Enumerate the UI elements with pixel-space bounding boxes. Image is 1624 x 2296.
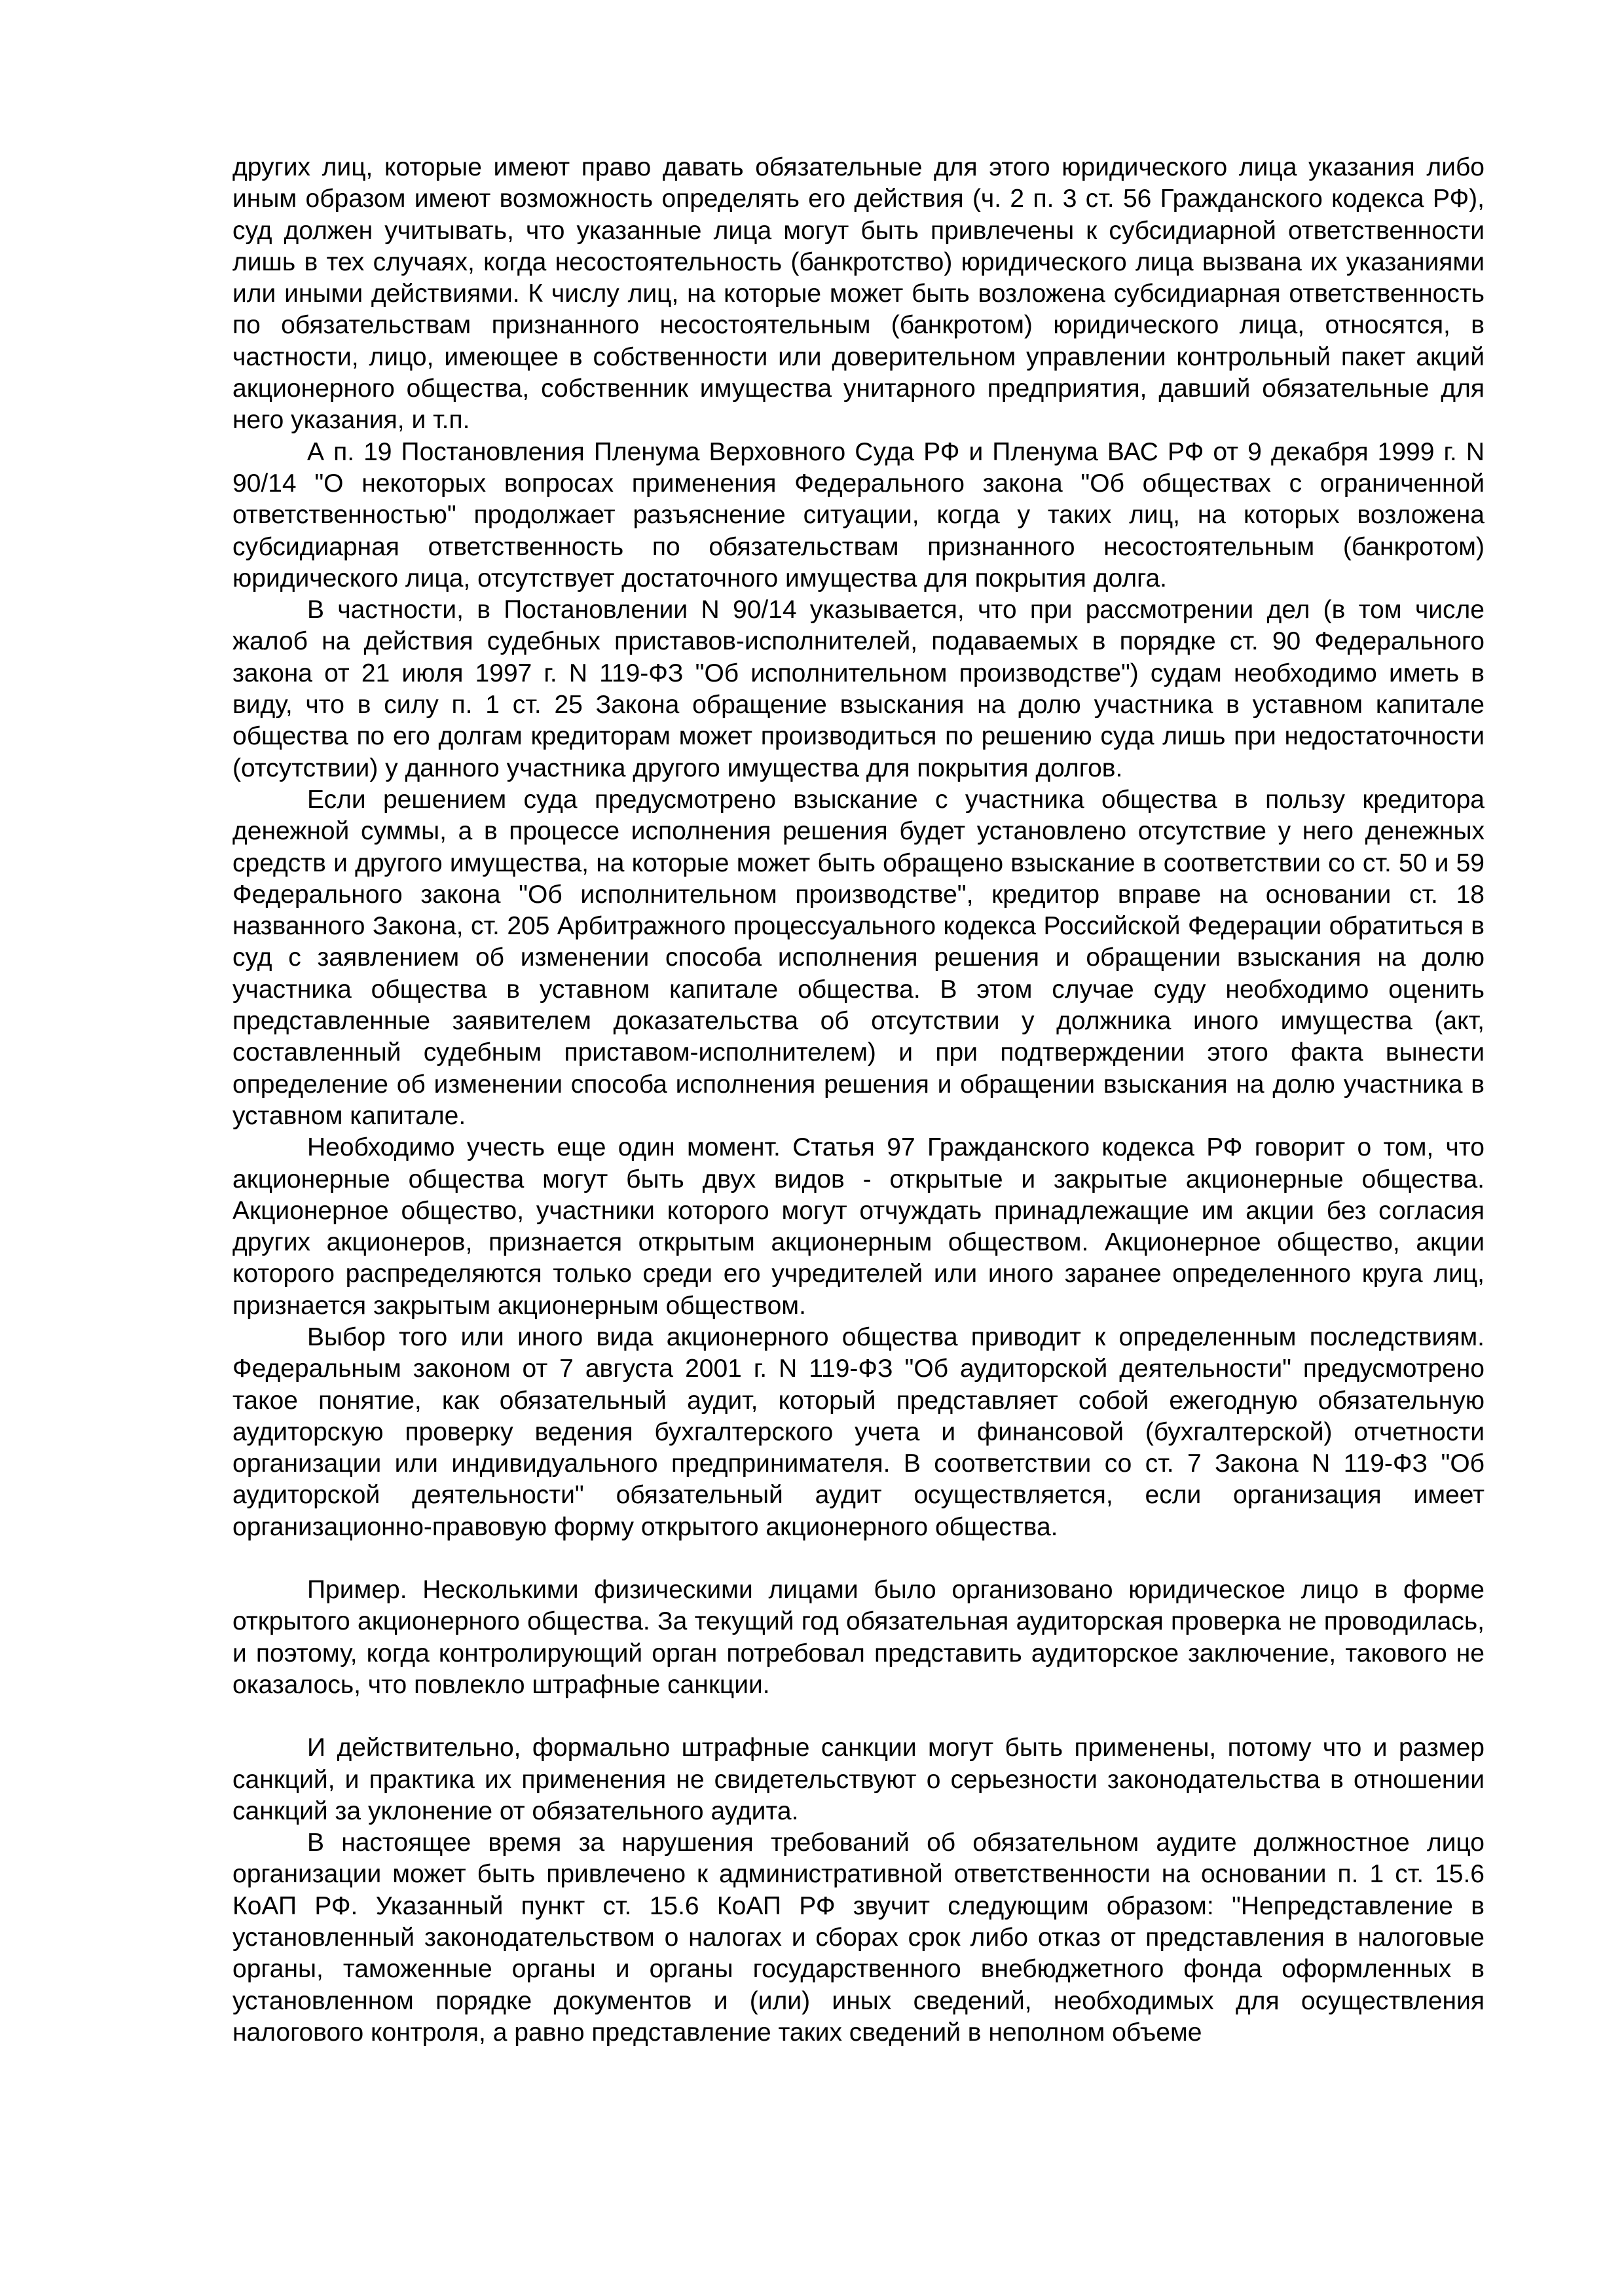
paragraph-resolution-90-14: В частности, в Постановлении N 90/14 указывается, что при рассмотрении дел (в том числе жалоб на действия судебных приставов-исполнителей, подаваемых в порядке ст. 90 Федерального закона от 21 июля 1997 г. N 119-ФЗ "Об исполнительном производстве") судам необходимо иметь в виду, что в силу п. 1 ст. 25 Закона обращение взыскания на долю участника в уставном капитале общества по его долгам кредиторам может производиться по решению суда лишь при недостаточности (отсутствии) у данного участника другого имущества для покрытия долгов. bbox=[232, 596, 1485, 782]
paragraph-koap-15-6: В настоящее время за нарушения требований об обязательном аудите должностное лицо организации может быть привлечено к административной ответственности на основании п. 1 ст. 15.6 КоАП РФ. Указанный пункт ст. 15.6 КоАП РФ звучит следующим образом: "Непредставление в установленный законодательством о налогах и сборах срок либо отказ от представления в налоговые органы, таможенные органы и органы государственного внебюджетного фонда оформленных в установленном порядке документов и (или) иных сведений, необходимых для осуществления налогового контроля, а равно представление таких сведений в неполном объеме bbox=[232, 1829, 1485, 2047]
paragraph-court-decision: Если решением суда предусмотрено взыскание с участника общества в пользу кредитора денежной суммы, а в процессе исполнения решения будет установлено отсутствие у него денежных средств и другого имущества, на которые может быть обращено взыскание в соответствии со ст. 50 и 59 Федерального закона "Об исполнительном производстве", кредитор вправе на основании ст. 18 названного Закона, ст. 205 Арбитражного процессуального кодекса Российской Федерации обратиться в суд с заявлением об изменении способа исполнения решения и обращении взыскания на долю участника общества в уставном капитале общества. В этом случае суду необходимо оценить представленные заявителем доказательства об отсутствии у должника иного имущества (акт, составленный судебным приставом-исполнителем) и при подтверждении этого факта вынести определение об изменении способа исполнения решения и обращении взыскания на долю участника в уставном капитале. bbox=[232, 785, 1485, 1130]
paragraph-article-97: Необходимо учесть еще один момент. Статья 97 Гражданского кодекса РФ говорит о том, что акционерные общества могут быть двух видов - открытые и закрытые акционерные общества. Акционерное общество, участники которого могут отчуждать принадлежащие им акции без согласия других акционеров, признается открытым акционерным обществом. Акционерное общество, акции которого распределяются только среди его учредителей или иного заранее определенного круга лиц, признается закрытым акционерным обществом. bbox=[232, 1133, 1485, 1320]
paragraph-continuation: других лиц, которые имеют право давать обязательные для этого юридического лица указания либо иным образом имеют возможность определять его действия (ч. 2 п. 3 ст. 56 Гражданского кодекса РФ), суд должен учитывать, что указанные лица могут быть привлечены к субсидиарной ответственности лишь в тех случаях, когда несостоятельность (банкротство) юридического лица вызвана их указаниями или иными действиями. К числу лиц, на которые может быть возложена субсидиарная ответственность по обязательствам признанного несостоятельным (банкротом) юридического лица, относятся, в частности, лицо, имеющее в собственности или доверительном управлении контрольный пакет акций акционерного общества, собственник имущества унитарного предприятия, давший обязательные для него указания, и т.п. bbox=[232, 153, 1485, 435]
paragraph-example: Пример. Несколькими физическими лицами было организовано юридическое лицо в форме открытого акционерного общества. За текущий год обязательная аудиторская проверка не проводилась, и поэтому, когда контролирующий орган потребовал представить аудиторское заключение, такового не оказалось, что повлекло штрафные санкции. bbox=[232, 1576, 1485, 1699]
paragraph-plenum-resolution: А п. 19 Постановления Пленума Верховного Суда РФ и Пленума ВАС РФ от 9 декабря 1999 г. N 90/14 "О некоторых вопросах применения Федерального закона "Об обществах с ограниченной ответственностью" продолжает разъяснение ситуации, когда у таких лиц, на которых возложена субсидиарная ответственность по обязательствам признанного несостоятельным (банкротом) юридического лица, отсутствует достаточного имущества для покрытия долга. bbox=[232, 437, 1485, 592]
document-page bbox=[232, 152, 1485, 2049]
paragraph-audit-law: Выбор того или иного вида акционерного общества приводит к определенным последствиям. Федеральным законом от 7 августа 2001 г. N 119-ФЗ "Об аудиторской деятельности" предусмотрено такое понятие, как обязательный аудит, который представляет собой ежегодную обязательную аудиторскую проверку ведения бухгалтерского учета и финансовой (бухгалтерской) отчетности организации или индивидуального предпринимателя. В соответствии со ст. 7 Закона N 119-ФЗ "Об аудиторской деятельности" обязательный аудит осуществляется, если организация имеет организационно-правовую форму открытого акционерного общества. bbox=[232, 1322, 1485, 1541]
paragraph-sanctions: И действительно, формально штрафные санкции могут быть применены, потому что и размер санкций, и практика их применения не свидетельствуют о серьезности законодательства в отношении санкций за уклонение от обязательного аудита. bbox=[232, 1734, 1485, 1825]
